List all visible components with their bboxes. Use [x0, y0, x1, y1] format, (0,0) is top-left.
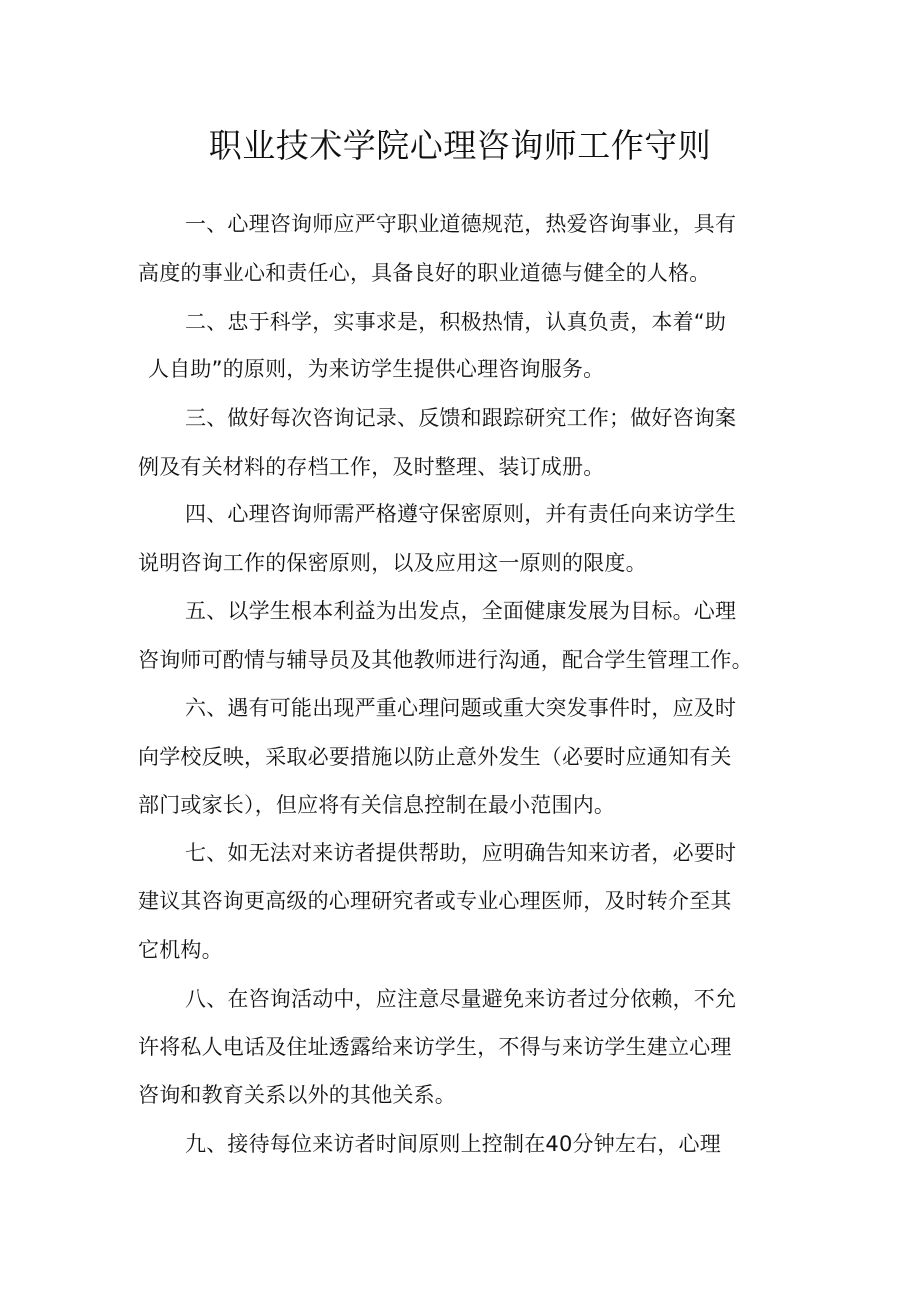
rule-3-line-2: 例及有关材料的存档工作，及时整理、装订成册。 [138, 455, 605, 479]
rule-7-line-2: 建议其咨询更高级的心理研究者或专业心理医师，及时转介至其 [138, 889, 732, 913]
rule-5-line-2: 咨询师可酌情与辅导员及其他教师进行沟通，配合学生管理工作。 [138, 648, 753, 672]
rule-7-line-1: 七、如无法对来访者提供帮助，应明确告知来访者，必要时 [185, 841, 737, 865]
rule-7-line-3: 它机构。 [138, 938, 223, 962]
rule-2-line-2: 人自助”的原则，为来访学生提供心理咨询服务。 [148, 357, 605, 381]
rule-1-line-1: 一、心理咨询师应严守职业道德规范，热爱咨询事业，具有 [185, 212, 737, 236]
rule-8-line-3: 咨询和教育关系以外的其他关系。 [138, 1083, 456, 1107]
rule-9-line-1: 九、接待每位来访者时间原则上控制在40分钟左右，心理 [185, 1132, 721, 1156]
rule-6-line-2: 向学校反映，采取必要措施以防止意外发生（必要时应通知有关 [138, 745, 732, 769]
rule-8-line-2: 许将私人电话及住址透露给来访学生，不得与来访学生建立心理 [138, 1035, 732, 1059]
rule-4-line-1: 四、心理咨询师需严格遵守保密原则，并有责任向来访学生 [185, 502, 737, 526]
rule-2-line-1: 二、忠于科学，实事求是，积极热情，认真负责，本着“助 [185, 310, 727, 334]
rule-8-line-1: 八、在咨询活动中，应注意尽量避免来访者过分依赖，不允 [185, 987, 737, 1011]
rule-1-line-2: 高度的事业心和责任心，具备良好的职业道德与健全的人格。 [138, 261, 711, 285]
rule-6-line-3: 部门或家长），但应将有关信息控制在最小范围内。 [138, 793, 616, 817]
rule-3-line-1: 三、做好每次咨询记录、反馈和跟踪研究工作；做好咨询案 [185, 406, 737, 430]
rule-6-line-1: 六、遇有可能出现严重心理问题或重大突发事件时，应及时 [185, 696, 737, 720]
document-title: 职业技术学院心理咨询师工作守则 [208, 126, 712, 165]
rule-4-line-2: 说明咨询工作的保密原则，以及应用这一原则的限度。 [138, 551, 647, 575]
rule-5-line-1: 五、以学生根本利益为出发点，全面健康发展为目标。心理 [185, 599, 737, 623]
